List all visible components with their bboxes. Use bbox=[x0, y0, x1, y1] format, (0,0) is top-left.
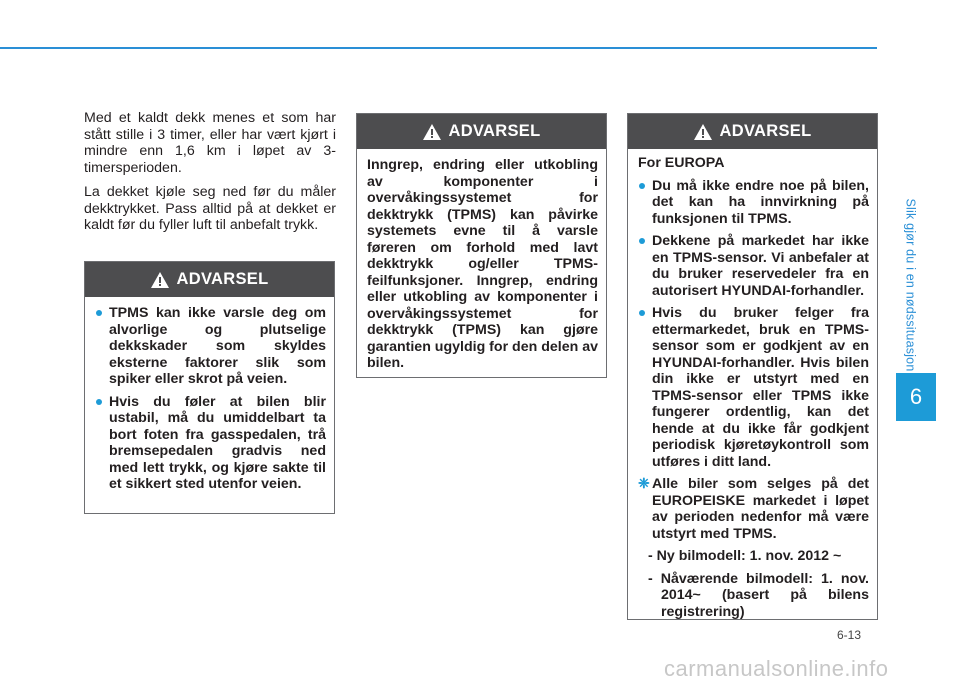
warning-header bbox=[357, 114, 606, 149]
warning-body bbox=[85, 297, 334, 507]
note-text: Alle biler som selges på det EUROPEISKE markedet i løpet av perioden nedenfor må være utstyrt med TPMS. bbox=[652, 476, 869, 542]
warning-title: ADVARSEL bbox=[176, 270, 269, 288]
paragraph: La dekket kjøle seg ned før du måler dekktrykket. Pass alltid på at dekket er kaldt før du fyller luft til anbefalt trykk. bbox=[84, 184, 336, 233]
watermark: carmanualsonline.info bbox=[664, 656, 889, 681]
list-item: Hvis du føler at bilen blir ustabil, må du umiddelbart ta bort foten fra gasspedalen, trå bremsepedalen gradvis ned med lett trykk, og kjøre sakte til et sikkert sted utenfor veien. bbox=[95, 394, 326, 493]
date-item: - Ny bilmodell: 1. nov. 2012 ~ bbox=[648, 548, 842, 564]
warning-intro: For EUROPA bbox=[638, 155, 725, 171]
warning-triangle-icon bbox=[423, 124, 441, 140]
warning-triangle-icon bbox=[694, 124, 712, 140]
list-item: TPMS kan ikke varsle deg om alvorlige og plutselige dekkskader som skyldes eksterne faktorer slik som spiker eller skrot på veien. bbox=[95, 305, 326, 388]
warning-body bbox=[357, 149, 606, 386]
note-mark-icon: ❈ bbox=[638, 476, 650, 492]
chapter-side-label bbox=[895, 200, 925, 370]
warning-body bbox=[628, 149, 877, 634]
warning-box-europe bbox=[627, 113, 878, 620]
warning-text: Inngrep, endring eller utkobling av komponenter i overvåkingssystemet for dekktrykk (TPMS) kan påvirke systemets evne til å varsle føreren om forhold med lavt dekktrykk og/eller TPMS-feilfunksjoner. Inngrep, endring eller utkobling av komponenter i overvåkingssystemet for dekktrykk (TPMS) kan gjøre garantien ugyldig for den delen av bilen. bbox=[367, 157, 598, 371]
warning-title: ADVARSEL bbox=[448, 122, 541, 140]
warning-header bbox=[628, 114, 877, 149]
warning-header bbox=[85, 262, 334, 297]
list-item: Hvis du bruker felger fra ettermarkedet, bruk en TPMS-sensor som er godkjent av en HYUNDAI-forhandler. Hvis bilen din ikke er utstyrt med en TPMS-sensor eller TPMS ikke fungerer ordentlig, kan det hende at du ikke får godkjent periodisk kjøretøykontroll som utføres i ditt land. bbox=[638, 305, 869, 470]
warning-box-tpms bbox=[84, 261, 335, 514]
note-item bbox=[638, 476, 869, 542]
warning-title: ADVARSEL bbox=[719, 122, 812, 140]
page-number: 6-13 bbox=[837, 628, 862, 642]
date-item: - Nåværende bilmodell: 1. nov. 2014~ (basert på bilens registrering) bbox=[648, 570, 869, 620]
chapter-title: Slik gjør du i en nødssituasjon bbox=[903, 198, 918, 372]
list-item: Du må ikke endre noe på bilen, det kan ha innvirkning på funksjonen til TPMS. bbox=[638, 178, 869, 228]
paragraph: Med et kaldt dekk menes et som har stått stille i 3 timer, eller har vært kjørt i mindre enn 1,6 km i løpet av 3-timersperioden. bbox=[84, 110, 336, 176]
warning-triangle-icon bbox=[151, 272, 169, 288]
warning-box-tampering bbox=[356, 113, 607, 378]
chapter-number-tab: 6 bbox=[896, 373, 936, 421]
header-rule bbox=[0, 47, 877, 49]
list-item: Dekkene på markedet har ikke en TPMS-sensor. Vi anbefaler at du bruker reservedeler fra en autorisert HYUNDAI-forhandler. bbox=[638, 233, 869, 299]
body-text bbox=[84, 110, 336, 242]
